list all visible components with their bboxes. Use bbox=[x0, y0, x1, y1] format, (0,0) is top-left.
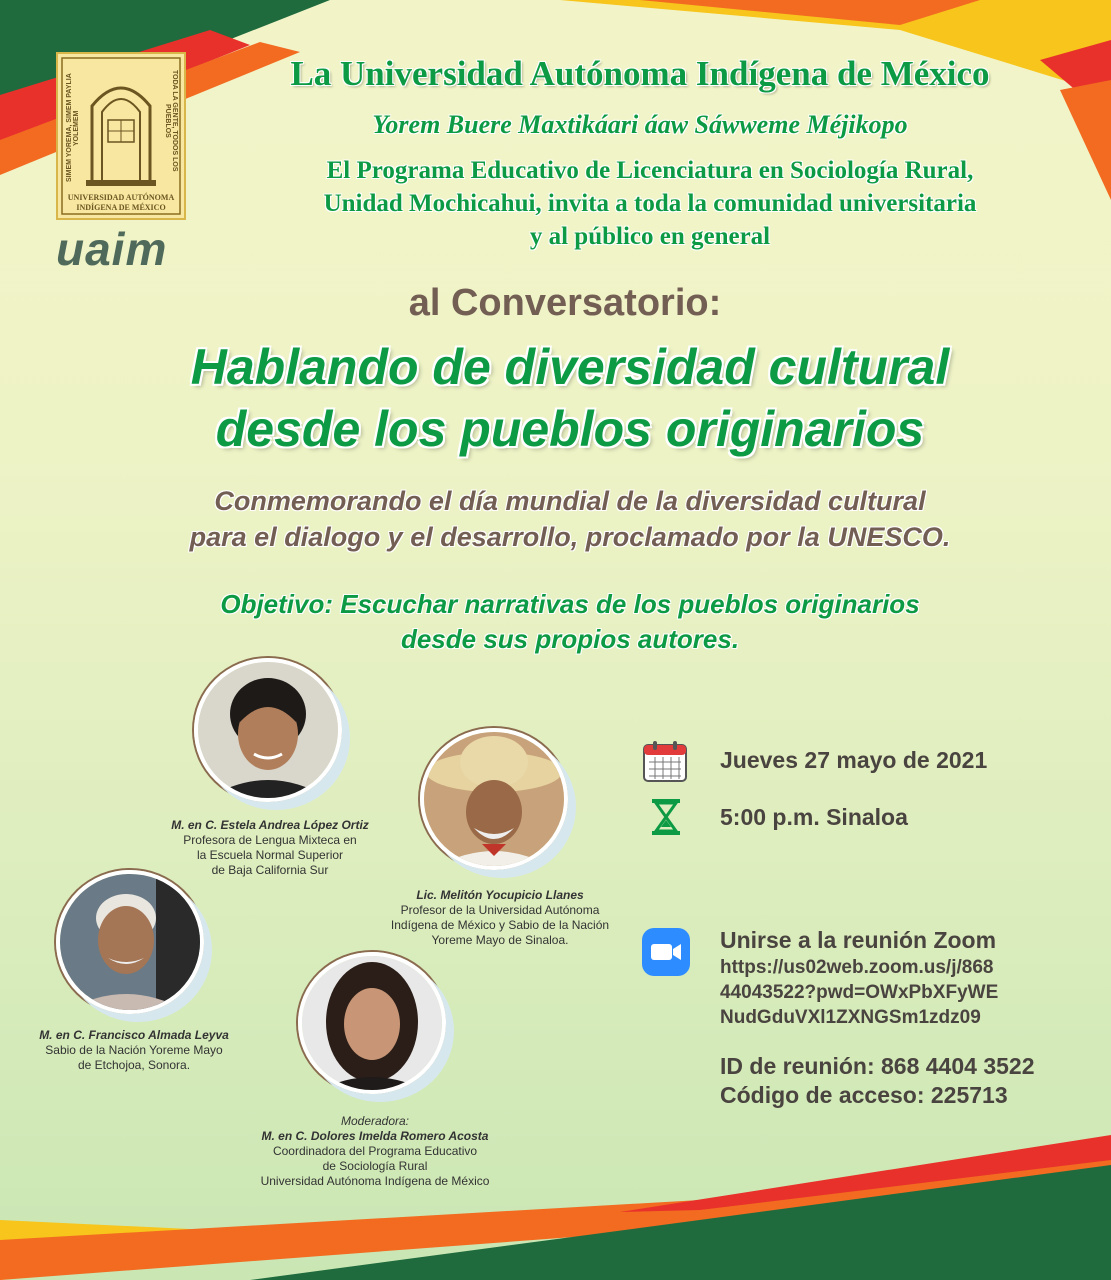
speaker-name: M. en C. Francisco Almada Leyva bbox=[39, 1028, 229, 1042]
logo-name-line1: UNIVERSIDAD AUTÓNOMA bbox=[67, 193, 175, 202]
portrait-man-icon bbox=[60, 874, 200, 1010]
event-time: 5:00 p.m. Sinaloa bbox=[720, 804, 908, 830]
program-line-3: y al público en general bbox=[529, 223, 771, 250]
brand-wordmark: uaim bbox=[56, 223, 168, 275]
speaker-detail-2: Indígena de México y Sabio de la Nación bbox=[390, 918, 610, 932]
speaker-detail-1: Profesor de la Universidad Autónoma bbox=[400, 903, 600, 917]
speaker-name: M. en C. Dolores Imelda Romero Acosta bbox=[261, 1129, 489, 1143]
speaker-photo-dolores bbox=[298, 952, 446, 1094]
zoom-url-line-3[interactable]: NudGduVXl1ZXNGSm1zdz09 bbox=[720, 1007, 981, 1028]
event-date: Jueves 27 mayo de 2021 bbox=[720, 747, 988, 773]
speaker-name: M. en C. Estela Andrea López Ortiz bbox=[171, 818, 369, 832]
speaker-photo-estela bbox=[194, 658, 342, 802]
event-intro: al Conversatorio: bbox=[408, 282, 722, 324]
speaker-detail-2: de Sociología Rural bbox=[322, 1159, 428, 1173]
zoom-title: Unirse a la reunión Zoom bbox=[720, 927, 997, 953]
commemoration-line-2: para el dialogo y el desarrollo, proclamado por la UNESCO. bbox=[189, 522, 951, 552]
logo-name-line2: INDÍGENA DE MÉXICO bbox=[76, 203, 166, 212]
portrait-woman-2-icon bbox=[302, 956, 442, 1090]
university-subtitle: Yorem Buere Maxtikáari áaw Sáwweme Méjikopo bbox=[372, 110, 908, 139]
logo-ring-text-right: TODA LA GENTE, TODOS LOS PUEBLOS bbox=[164, 70, 178, 172]
speaker-caption-dolores bbox=[230, 1114, 520, 1189]
program-line-2: Unidad Mochicahui, invita a toda la comunidad universitaria bbox=[323, 190, 977, 217]
speaker-detail-1: Profesora de Lengua Mixteca en bbox=[183, 833, 357, 847]
speaker-caption-estela bbox=[140, 818, 400, 878]
speaker-detail-1: Sabio de la Nación Yoreme Mayo bbox=[45, 1043, 223, 1057]
speaker-detail-1: Coordinadora del Programa Educativo bbox=[272, 1144, 478, 1158]
speaker-caption-meliton bbox=[360, 888, 640, 948]
speaker-detail-2: la Escuela Normal Superior bbox=[196, 848, 344, 862]
speaker-photo-francisco bbox=[56, 870, 204, 1014]
speaker-role: Moderadora: bbox=[340, 1114, 410, 1128]
objective-line-2: desde sus propios autores. bbox=[400, 624, 740, 654]
zoom-url-line-2[interactable]: 44043522?pwd=OWxPbXFyWE bbox=[720, 982, 999, 1003]
university-title: La Universidad Autónoma Indígena de México bbox=[290, 54, 990, 93]
speaker-name: Lic. Melitón Yocupicio Llanes bbox=[416, 888, 584, 902]
speaker-detail-3: Universidad Autónoma Indígena de México bbox=[260, 1174, 490, 1188]
speaker-detail-3: de Baja California Sur bbox=[211, 863, 329, 877]
program-invitation bbox=[220, 154, 1080, 253]
speaker-photo-meliton bbox=[420, 728, 568, 870]
zoom-link[interactable] bbox=[720, 955, 998, 1030]
hourglass-icon bbox=[650, 798, 682, 836]
logo-ring-text-left: SIMEM YOREMA, SIMEM PAYLIA YOLEMEM bbox=[66, 73, 80, 183]
portrait-woman-icon bbox=[198, 662, 338, 798]
commemoration bbox=[130, 483, 1010, 555]
meeting-id: ID de reunión: 868 4404 3522 bbox=[720, 1053, 1035, 1079]
calendar-icon bbox=[643, 740, 687, 782]
objective-line-1: Objetivo: Escuchar narrativas de los pueblos originarios bbox=[220, 589, 920, 619]
objective bbox=[130, 587, 1010, 657]
commemoration-line-1: Conmemorando el día mundial de la diversidad cultural bbox=[214, 486, 926, 516]
speaker-detail-3: Yoreme Mayo de Sinaloa. bbox=[431, 933, 569, 947]
speaker-caption-francisco bbox=[14, 1028, 254, 1073]
portrait-man-hat-icon bbox=[424, 732, 564, 866]
event-title-line-1: Hablando de diversidad cultural bbox=[190, 339, 950, 395]
university-logo bbox=[56, 52, 186, 220]
meeting-passcode: Código de acceso: 225713 bbox=[720, 1082, 1008, 1108]
video-camera-icon[interactable] bbox=[642, 928, 690, 976]
event-title bbox=[130, 336, 1010, 460]
event-title-line-2: desde los pueblos originarios bbox=[215, 401, 925, 457]
zoom-url-line-1[interactable]: https://us02web.zoom.us/j/868 bbox=[720, 957, 994, 978]
program-line-1: El Programa Educativo de Licenciatura en Sociología Rural, bbox=[326, 157, 974, 184]
speaker-detail-2: de Etchojoa, Sonora. bbox=[77, 1058, 191, 1072]
